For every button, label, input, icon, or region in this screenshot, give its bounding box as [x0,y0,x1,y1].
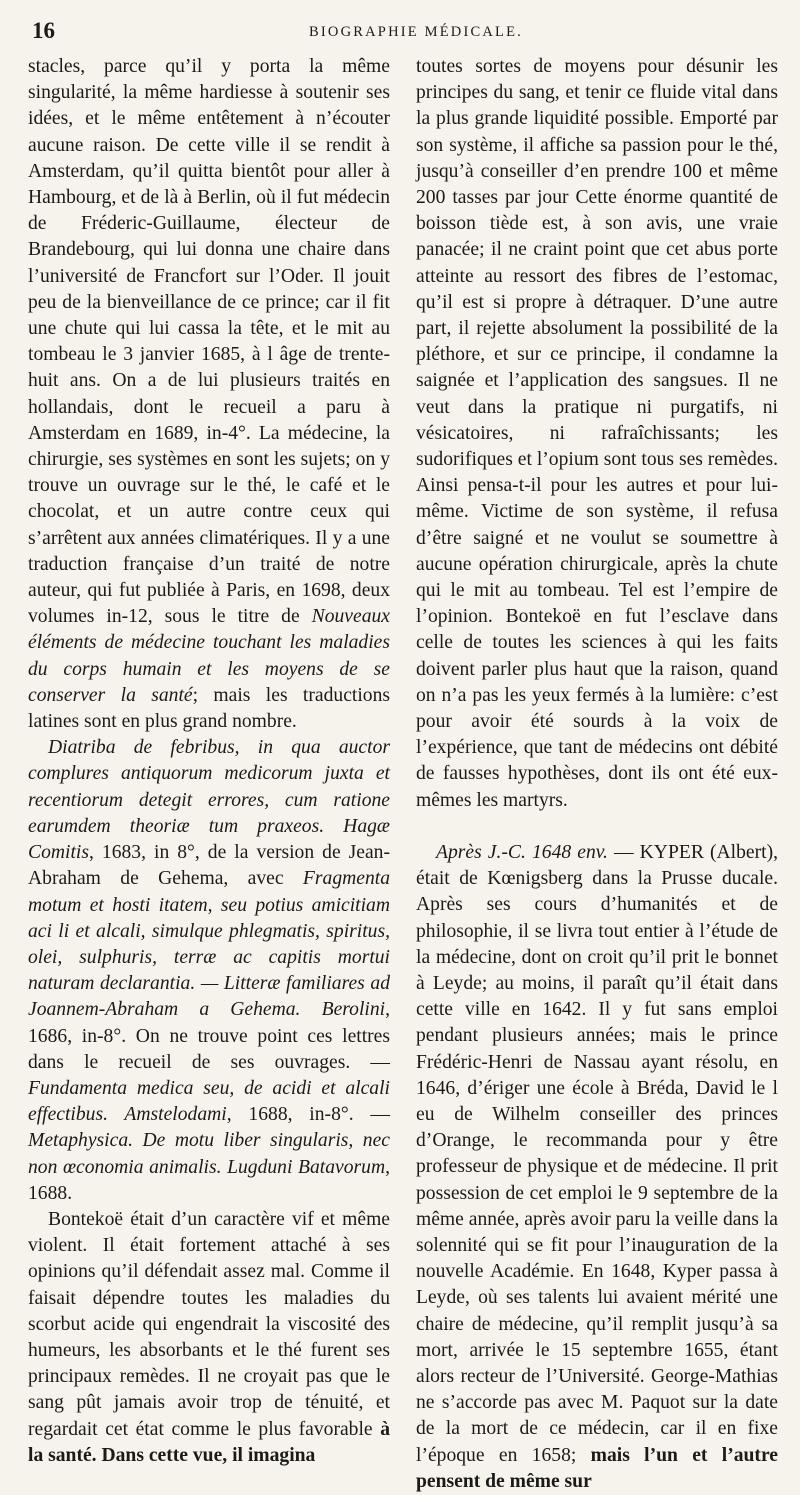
running-head: BIOGRAPHIE MÉDICALE. [309,24,523,40]
bold-text-run: à la santé. Dans cette vue, il imagina [28,1418,390,1466]
page-header [28,18,778,52]
paragraph [28,1207,390,1469]
book-title: Fragmenta motum et hosti itatem, seu potius amicitiam aci li et alcali, simulque phlegmatis, spiritus, olei, sulphuris, terræ ac capitis mortui naturam declarantia. — Litteræ familiares ad Joannem-Abraham a Gehema. Berolini [28,868,390,1021]
book-title: Fundamenta medica seu, de acidi et alcali effectibus. Amstelodami [28,1077,390,1126]
text-columns [28,54,778,1495]
bibliography-paragraph [28,735,390,1207]
text-run: Bontekoë était d’un caractère vif et même violent. Il était fortement attaché à ses opinions qu’il défendait assez mal. Comme il faisait dépendre toutes les maladies du scorbut acide qui engendrait la viscosité des humeurs, les absorbants et le thé furent ses principaux remèdes. Il ne croyait pas que le sang pût jamais avoir trop de ténuité, et regardait cet état comme le plus favorable [28,1208,390,1440]
text-run: , 1688. [28,1156,390,1204]
text-run: , 1683, in 8°, de la version de Jean-Abraham de Gehema, avec [28,842,390,890]
book-title: Diatriba de febribus, in qua auctor complures antiquorum medicorum juxta et recentiorum detegit errores, cum ratione earumdem theoriæ tum praxeos. Hagæ Comitis [28,737,390,864]
text-run: , 1686, in-8°. On ne trouve point ces lettres dans le recueil de ses ouvrages. — [28,999,390,1073]
text-run: — KYPER (Albert), était de Kœnigsberg dans la Prusse ducale. Après ses cours d’humanités et de philosophie, il se livra tout entier à l’étude de la médecine, dont on croit qu’il prit le bonnet à Leyde; au moins, il paraît qu’il était dans cette ville en 1642. Il y fut sans emploi pendant plusieurs années; mais le prince Frédéric-Henri de Nassau ayant résolu, en 1646, d’ériger une école à Bréda, David le l eu de Wilhelm conseiller des princes d’Orange, le recommanda pour y être professeur de physique et de médecine. Il prit possession de cet emploi le 9 septembre de la même année, après avoir paru la veille dans la solennité qui se fit pour l’inauguration de la nouvelle Académie. En 1648, Kyper passa à Leyde, où ses talents lui avaient mérité une chaire de médecine, qu’il remplit jusqu’à sa mort, arrivée le 15 septembre 1655, étant alors recteur de l’Université. George-Mathias ne s’accorde pas avec M. Paquot sur la date de la mort de ce médecin, car il en fixe l’époque en 1658; [416,841,778,1466]
text-run: stacles, parce qu’il y porta la même singularité, la même hardiesse à soutenir ses idées, et le même entêtement à n’écouter aucune raison. De cette ville il se rendit à Amsterdam, qu’il quitta bientôt pour aller à Hambourg, et de là à Berlin, où il fut médecin de Fréderic-Guillaume, électeur de Brandebourg, qui lui donna une chaire dans l’université de Francfort sur l’Oder. Il jouit peu de la bienveillance de ce prince; car il fit une chute qui lui cassa la tête, et le mit au tombeau le 3 janvier 1685, à l âge de trente-huit ans. On a de lui plusieurs traités en hollandais, dont le recueil a paru à Amsterdam en 1689, in-4°. La médecine, la chirurgie, ses systèmes en sont les sujets; on y trouve un ouvrage sur le thé, le café et le chocolat, et un autre contre ceux qui s’arrêtent aux années climatériques. Il y a une traduction française d’un traité de notre auteur, qui fut publiée à Paris, en 1698, deux volumes in-12, sous le titre de [28,56,390,628]
book-title: Metaphysica. De motu liber singularis, nec non œconomia animalis. Lugduni Batavorum [28,1130,390,1178]
paragraph [416,54,778,814]
bold-text-run: mais l’un et l’autre pensent de même sur [416,1444,778,1492]
text-run: , 1688, in-8°. — [226,1104,390,1126]
right-column [416,54,778,1495]
left-column [28,54,390,1495]
biography-entry [416,840,778,1495]
text-run: ; mais les traductions latines sont en plus grand nombre. [28,684,390,733]
page-number: 16 [32,18,55,43]
text-run: toutes sortes de moyens pour désunir les principes du sang, et tenir ce fluide vital dans la plus grande liquidité possible. Emporté par son système, il affiche sa passion pour le thé, jusqu’à conseiller d’en prendre 100 et même 200 tasses par jour Cette énorme quantité de boisson tiède est, à son avis, une vraie panacée; il ne craint point que cet abus porte atteinte au ressort des fibres de l’estomac, qu’il est si propre à détraquer. D’une autre part, il rejette absolument la possibilité de la pléthore, et sur ce principe, il condamne la saignée et l’application des sangsues. Il ne veut dans la pratique ni purgatifs, ni vésicatoires, ni rafraîchissants; les sudorifiques et l’opium sont tous ses remèdes. Ainsi pensa-t-il pour les autres et pour lui-même. Victime de son système, il refusa d’être saigné et ne voulut se soumettre à aucune opération chirurgicale, après la chute qui le mit au tombeau. Tel est l’empire de l’opinion. Bontekoë en fut l’esclave dans celle de toutes les sciences à qui les faits doivent parler plus haut que la raison, quand on n’a pas les yeux fermés à la lumière: c’est pour avoir été sourds à la voix de l’expérience, que tant de médecins ont débité de fausses hypothèses, dont ils ont été eux-mêmes les martyrs. [416,56,778,811]
entry-date: Après J.-C. 1648 env. [436,841,608,863]
paragraph [28,54,390,735]
book-title: Nouveaux éléments de médecine touchant les maladies du corps humain et les moyens de se conserver la santé [28,606,390,706]
